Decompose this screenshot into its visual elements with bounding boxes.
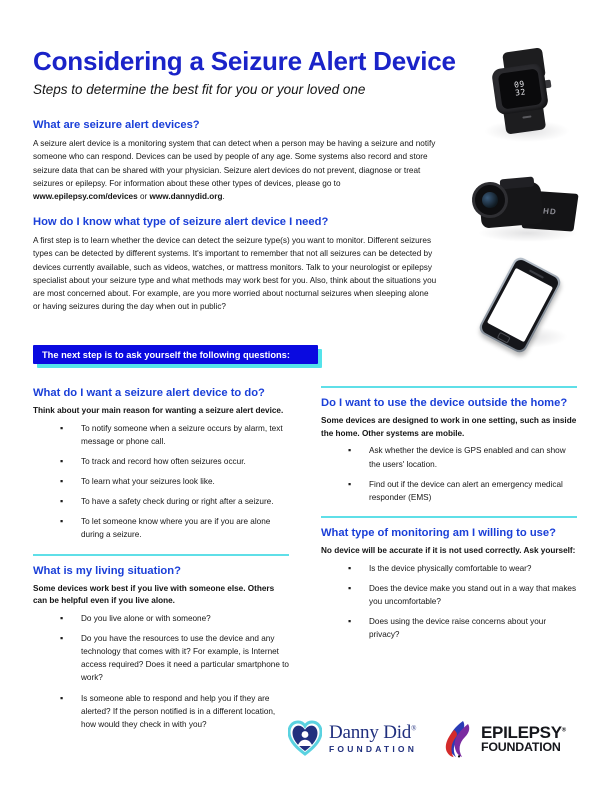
section-divider [33, 554, 289, 556]
list-item: ▪ To learn what your seizures look like. [60, 475, 289, 488]
section-what-type-needed [33, 215, 438, 314]
list-item: ▪ To have a safety check during or right after a seizure. [60, 495, 289, 508]
danny-did-wordmark [329, 723, 417, 754]
watch-time-display: 09 32 [513, 79, 527, 98]
flame-icon [443, 720, 473, 758]
dd-subtitle: FOUNDATION [329, 743, 418, 754]
question-section [321, 516, 577, 641]
dd-trademark: ® [411, 724, 417, 733]
danny-did-foundation-logo [288, 720, 417, 756]
camcorder-lens-glass [481, 191, 498, 208]
left-column [33, 386, 289, 743]
bullet-list [321, 444, 577, 504]
footer-logos [0, 718, 612, 776]
bullet-list [321, 562, 577, 642]
section-heading: Do I want to use the device outside the home? [321, 397, 568, 409]
list-item: ▪ Is the device physically comfortable to wear? [348, 562, 577, 575]
list-item: ▪ Do you have the resources to use the device and any technology that comes with it? For example, is Internet access required? Does it need a particular smartphone to work? [60, 632, 289, 685]
list-item: ▪ Does the device make you stand out in a way that makes you uncomfortable? [348, 582, 577, 608]
list-item: ▪ Does using the device raise concerns about your privacy? [348, 615, 577, 641]
list-item: ▪ Ask whether the device is GPS enabled and can show the users' location. [348, 444, 577, 470]
section-divider [321, 516, 577, 518]
epilepsy-wordmark [481, 724, 566, 754]
ef-subtitle: FOUNDATION [481, 740, 561, 755]
dd-name-text: Danny Did [329, 721, 412, 743]
camcorder-photo [470, 170, 588, 244]
right-column [321, 386, 577, 653]
section-heading: What do I want a seizure alert device to do? [33, 387, 265, 399]
list-item: ▪ To notify someone when a seizure occurs by alarm, text message or phone call. [60, 422, 289, 448]
bullet-list [33, 422, 289, 542]
smartwatch-photo [478, 48, 578, 144]
section-divider [321, 386, 577, 388]
section-lead-text: Some devices are designed to work in one setting, such as inside the home. Other systems are mobile. [321, 416, 577, 438]
body-post: . [222, 192, 225, 202]
watch-case [491, 63, 549, 116]
question-section [33, 554, 289, 731]
body-mid: or [137, 192, 150, 202]
section-lead-text: No device will be accurate if it is not used correctly. Ask yourself: [321, 545, 576, 555]
section-lead-text: Think about your main reason for wanting a seizure alert device. [33, 406, 284, 415]
link-dannydid[interactable]: www.dannydid.org [149, 192, 223, 202]
camcorder-hd-label: HD [542, 206, 558, 216]
question-section [33, 386, 289, 542]
body-pre: A seizure alert device is a monitoring system that can detect when a person may be having a seizure and notify someone who can respond. Devices can be used by people of any age. Some systems also record and store seizure data that can be shared with your physician. Seizure alert devices do not prevent, diagnose or treat seizures or epilepsy. For information about these other types of devices, please go to [33, 139, 436, 188]
section-what-are-devices [33, 118, 438, 203]
banner-box [33, 345, 318, 364]
section-heading: What are seizure alert devices? [33, 119, 200, 131]
section-heading: How do I know what type of seizure alert device I need? [33, 216, 329, 228]
banner-label: The next step is to ask yourself the following questions: [42, 349, 290, 360]
list-item: ▪ Do you live alone or with someone? [60, 612, 289, 625]
heart-person-icon [288, 720, 322, 756]
list-item: ▪ Find out if the device can alert an emergency medical responder (EMS) [348, 478, 577, 504]
question-section [321, 386, 577, 504]
section-lead-text: Some devices work best if you live with someone else. Others can be helpful even if you live alone. [33, 583, 275, 606]
list-item: ▪ To track and record how often seizures occur. [60, 455, 289, 468]
epilepsy-foundation-logo [443, 720, 566, 758]
page-subtitle: Steps to determine the best fit for you or your loved one [33, 82, 366, 97]
page-title: Considering a Seizure Alert Device [33, 46, 456, 76]
bullet-list [33, 612, 289, 731]
ef-name-text: EPILEPSY [481, 723, 562, 743]
section-heading: What type of monitoring am I willing to use? [321, 526, 556, 539]
list-item: ▪ Is someone able to respond and help you if they are alerted? If the person notified is in a different location, how would they check in with you? [60, 692, 289, 731]
watch-screen [498, 68, 543, 109]
smartphone-photo [470, 256, 588, 356]
next-step-banner [33, 345, 318, 364]
section-heading: What is my living situation? [33, 564, 181, 577]
link-epilepsy-devices[interactable]: www.epilepsy.com/devices [33, 192, 138, 202]
section-body: A first step is to learn whether the device can detect the seizure type(s) you want to monitor. Different seizures types can be detected by different systems. It's important to remember that not all seizures can be detected by devices currently available, such as videos, watches, or mattress monitors. Talk to your neurologist or epilepsy specialist about your seizure type and what methods may work best for you. Also, think about the situations you are most concerned about. For example, are you more worried about nocturnal seizures when sleeping alone or having seizures during the day when out in public? [33, 236, 437, 312]
section-body [33, 137, 438, 203]
list-item: ▪ To let someone know where you are if you are alone during a seizure. [60, 515, 289, 541]
ef-trademark: ® [561, 727, 566, 734]
